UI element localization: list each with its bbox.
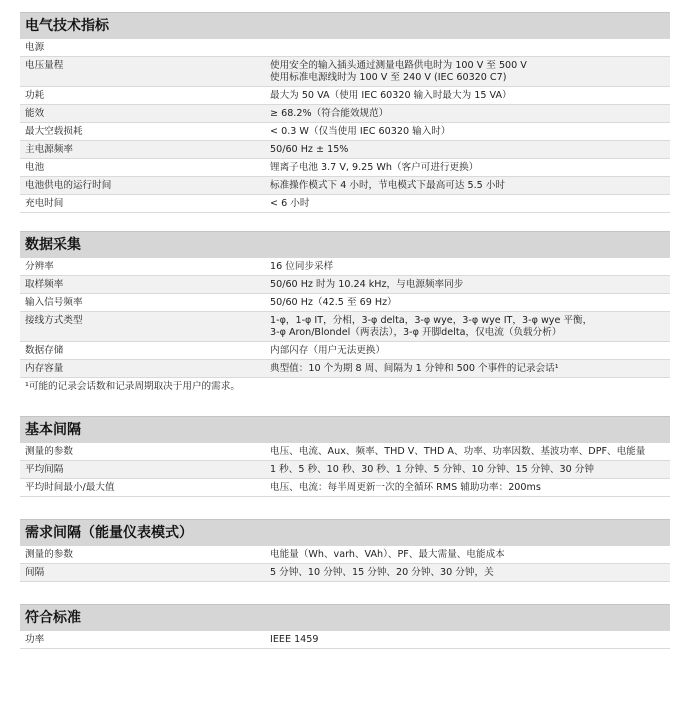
spec-value-line: 3-φ Aron/Blondel（两表法），3-φ 开脚delta，仅电流（负载分析） xyxy=(270,327,562,338)
section-title: 符合标准 xyxy=(20,604,670,631)
spec-value-line: 50/60 Hz 时为 10.24 kHz，与电源频率同步 xyxy=(270,279,464,290)
footnote: ¹可能的记录会话数和记录周期取决于用户的需求。 xyxy=(25,381,240,392)
spec-label: 间隔 xyxy=(25,567,45,578)
spec-value-line: ≥ 68.2%（符合能效规范） xyxy=(270,108,389,119)
spec-label: 电池 xyxy=(25,162,45,173)
spec-label: 取样频率 xyxy=(25,279,64,290)
spec-label: 测量的参数 xyxy=(25,446,73,457)
spec-value-line: IEEE 1459 xyxy=(270,634,319,645)
spec-value xyxy=(270,159,670,176)
spec-label: 最大空载损耗 xyxy=(25,126,83,137)
spec-value xyxy=(270,177,670,194)
spec-value xyxy=(270,105,670,122)
spec-value xyxy=(270,123,670,140)
spec-row xyxy=(20,294,670,312)
section-title: 需求间隔（能量仪表模式） xyxy=(20,519,670,546)
spec-row xyxy=(20,141,670,159)
spec-row xyxy=(20,177,670,195)
spec-label: 内存容量 xyxy=(25,363,64,374)
spec-row xyxy=(20,479,670,497)
spec-value xyxy=(270,141,670,158)
spec-value-line: < 6 小时 xyxy=(270,198,310,209)
spec-value-line: 锂离子电池 3.7 V, 9.25 Wh（客户可进行更换） xyxy=(270,162,479,173)
spec-value xyxy=(270,294,670,311)
spec-row xyxy=(20,342,670,360)
spec-value-line: 5 分钟、10 分钟、15 分钟、20 分钟、30 分钟，关 xyxy=(270,567,494,578)
spec-value-line: 50/60 Hz ± 15% xyxy=(270,144,349,155)
spec-label: 接线方式类型 xyxy=(25,315,83,326)
spec-row xyxy=(20,360,670,378)
spec-value xyxy=(270,312,670,341)
spec-label: 电源 xyxy=(25,42,45,53)
spec-label: 电压量程 xyxy=(25,60,64,71)
spec-value xyxy=(270,564,670,581)
spec-row xyxy=(20,105,670,123)
spec-row xyxy=(20,258,670,276)
spec-value xyxy=(270,443,670,460)
section-electrical xyxy=(20,12,670,213)
section-title: 电气技术指标 xyxy=(20,12,670,39)
spec-value-line: 标准操作模式下 4 小时，节电模式下最高可达 5.5 小时 xyxy=(270,180,506,191)
spec-value xyxy=(270,195,670,212)
section-title: 数据采集 xyxy=(20,231,670,258)
spec-label: 输入信号频率 xyxy=(25,297,83,308)
spec-value xyxy=(270,342,670,359)
spec-row xyxy=(20,631,670,649)
spec-value-line: 1-φ，1-φ IT，分相，3-φ delta，3-φ wye，3-φ wye IT，3-φ wye 平衡， xyxy=(270,315,593,326)
spec-value-line: 16 位同步采样 xyxy=(270,261,334,272)
section-title: 基本间隔 xyxy=(20,416,670,443)
spec-row xyxy=(20,123,670,141)
spec-value xyxy=(270,360,670,377)
spec-label: 主电源频率 xyxy=(25,144,73,155)
section-acquisition xyxy=(20,231,670,394)
spec-row xyxy=(20,461,670,479)
spec-label: 平均间隔 xyxy=(25,464,64,475)
spec-value-line: 典型值：10 个为期 8 周、间隔为 1 分钟和 500 个事件的记录会话¹ xyxy=(270,363,559,374)
spec-value-line: 使用安全的输入插头通过测量电路供电时为 100 V 至 500 V xyxy=(270,60,527,71)
spec-row xyxy=(20,87,670,105)
spec-page xyxy=(20,12,670,649)
spec-row xyxy=(20,546,670,564)
spec-value-line: 50/60 Hz（42.5 至 69 Hz） xyxy=(270,297,397,308)
spec-row xyxy=(20,312,670,342)
spec-value-line: 使用标准电源线时为 100 V 至 240 V (IEC 60320 C7) xyxy=(270,72,507,83)
spec-row xyxy=(20,159,670,177)
spec-value xyxy=(270,546,670,563)
spec-value xyxy=(270,39,670,56)
spec-row xyxy=(20,276,670,294)
spec-label: 测量的参数 xyxy=(25,549,73,560)
section-basic-interval xyxy=(20,416,670,497)
spec-row xyxy=(20,39,670,57)
spec-row xyxy=(20,443,670,461)
spec-label: 能效 xyxy=(25,108,45,119)
section-standards xyxy=(20,604,670,649)
spec-label: 充电时间 xyxy=(25,198,64,209)
spec-value xyxy=(270,479,670,496)
spec-value xyxy=(270,276,670,293)
spec-row xyxy=(20,57,670,87)
spec-value xyxy=(270,631,670,648)
spec-label: 平均时间最小/最大值 xyxy=(25,482,115,493)
spec-row xyxy=(20,564,670,582)
spec-value xyxy=(270,87,670,104)
spec-value xyxy=(270,461,670,478)
spec-label: 数据存储 xyxy=(25,345,64,356)
spec-value-line: 电压、电流：每半周更新一次的全循环 RMS 辅助功率：200ms xyxy=(270,482,541,493)
spec-value-line: 内部闪存（用户无法更换） xyxy=(270,345,386,356)
spec-row xyxy=(20,195,670,213)
spec-label: 分辨率 xyxy=(25,261,54,272)
spec-value-line: 电压、电流、Aux、频率、THD V、THD A、功率、功率因数、基波功率、DPF、电能量 xyxy=(270,446,646,457)
spec-label: 电池供电的运行时间 xyxy=(25,180,112,191)
spec-value xyxy=(270,258,670,275)
section-demand-interval xyxy=(20,519,670,582)
spec-value-line: 最大为 50 VA（使用 IEC 60320 输入时最大为 15 VA） xyxy=(270,90,512,101)
spec-value-line: < 0.3 W（仅当使用 IEC 60320 输入时） xyxy=(270,126,451,137)
spec-value-line: 电能量（Wh、varh、VAh）、PF、最大需量、电能成本 xyxy=(270,549,505,560)
spec-value-line: 1 秒、5 秒、10 秒、30 秒、1 分钟、5 分钟、10 分钟、15 分钟、30 分钟 xyxy=(270,464,594,475)
spec-value xyxy=(270,57,670,86)
spec-label: 功耗 xyxy=(25,90,45,101)
spec-label: 功率 xyxy=(25,634,45,645)
